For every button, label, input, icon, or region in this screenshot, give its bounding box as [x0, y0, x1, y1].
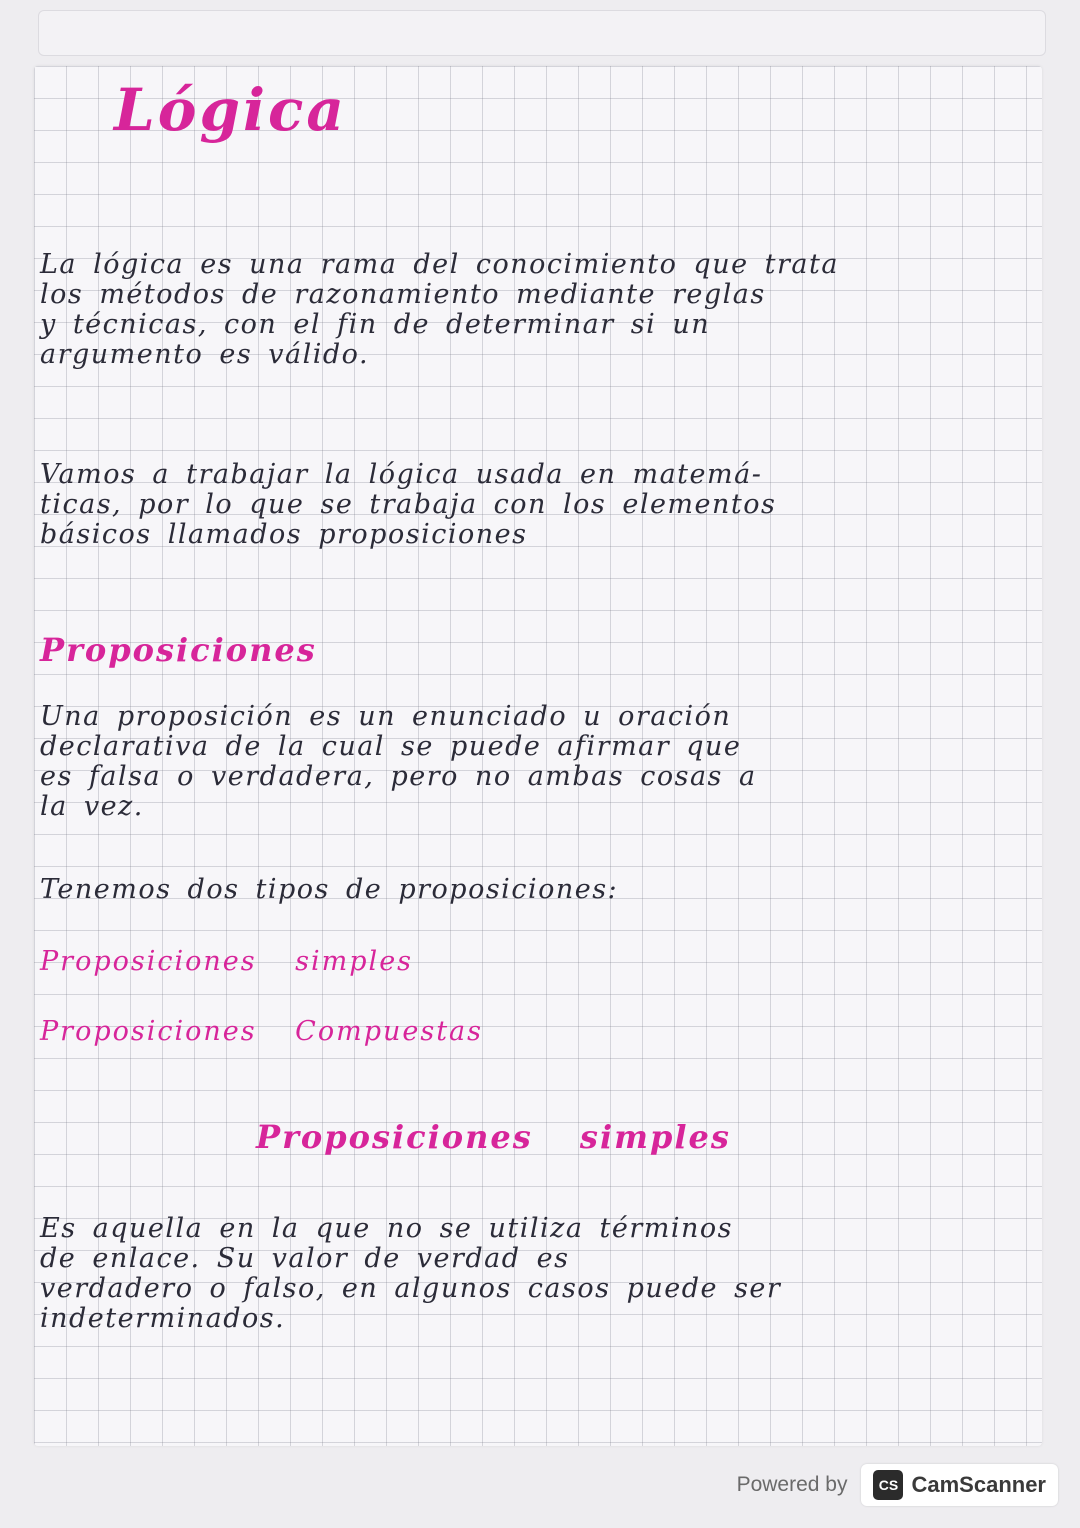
notebook-page [34, 66, 1042, 1446]
text-line: ticas, por lo que se trabaja con los elementos [40, 489, 777, 520]
section-heading-simples: Proposiciones simples [256, 1118, 731, 1156]
type-item-simples: Proposiciones simples [40, 946, 414, 977]
text-line: de enlace. Su valor de verdad es [40, 1243, 570, 1274]
text-line: los métodos de razonamiento mediante reglas [40, 279, 766, 310]
definition-paragraph [40, 702, 757, 822]
camscanner-brand-name: CamScanner [911, 1472, 1046, 1497]
types-intro: Tenemos dos tipos de proposiciones: [40, 874, 619, 905]
text-line: La lógica es una rama del conocimiento que trata [40, 249, 839, 280]
text-line: Una proposición es un enunciado u oración [40, 701, 732, 732]
text-line: declarativa de la cual se puede afirmar que [40, 731, 742, 762]
scanner-watermark [737, 1464, 1058, 1506]
intro-paragraph [40, 250, 839, 370]
text-line: indeterminados. [40, 1303, 286, 1334]
text-line: Vamos a trabajar la lógica usada en matemá- [40, 459, 763, 490]
text-line: la vez. [40, 791, 144, 822]
page-title: Lógica [114, 76, 347, 144]
type-item-compuestas: Proposiciones Compuestas [40, 1016, 484, 1047]
text-line: es falsa o verdadera, pero no ambas cosas a [40, 761, 757, 792]
simples-definition-paragraph [40, 1214, 781, 1334]
powered-by-label: Powered by [736, 1473, 848, 1496]
camscanner-badge [861, 1464, 1058, 1506]
text-line: argumento es válido. [40, 339, 370, 370]
text-line: básicos llamados proposiciones [40, 519, 528, 550]
text-line: y técnicas, con el fin de determinar si un [40, 309, 711, 340]
camscanner-logo-icon: CS [873, 1470, 903, 1500]
text-line: verdadero o falso, en algunos casos puede ser [40, 1273, 782, 1304]
section-heading-proposiciones: Proposiciones [40, 631, 317, 669]
top-page-strip [38, 10, 1046, 56]
text-line: Es aquella en la que no se utiliza términos [40, 1213, 734, 1244]
second-paragraph [40, 460, 776, 550]
